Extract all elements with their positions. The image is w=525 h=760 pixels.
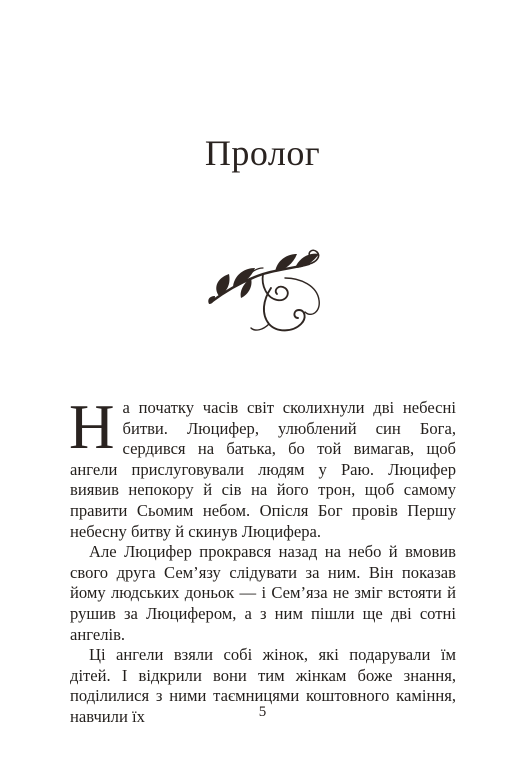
paragraph-2: Але Люцифер прокрався назад на небо й вмовив свого друга Сем’язу слідувати за ним. Він показав йому людських доньок — і Сем’яза не зміг встояти й рушив за Люцифером, а з ним пішли ще дві сотні ангелів.: [70, 542, 456, 644]
page-number: 5: [258, 704, 267, 720]
paragraph-1: [69, 392, 456, 542]
prologue-text: [69, 392, 456, 728]
paragraph-3: Ці ангели взяли собі жінок, які подарували їм дітей. І відкрили вони тим жінкам боже знання, поділилися з ними таємницями коштовного каміння, навчили їх: [70, 645, 456, 726]
paragraph-1-text: а початку часів світ сколихнули дві небесні битви. Люцифер, улюблений син Бога, сердився на батька, бо той вимагав, щоб ангели прислуговували людям у Раю. Люцифер виявив непокору й сів на його трон, щоб самому правити Сьомим небом. Опісля Бог провів Першу небесну битву й скинув Люцифера.: [70, 398, 456, 541]
drop-cap: Н: [69, 392, 115, 462]
floral-vine-icon: [205, 238, 325, 336]
chapter-title: Пролог: [204, 133, 321, 173]
